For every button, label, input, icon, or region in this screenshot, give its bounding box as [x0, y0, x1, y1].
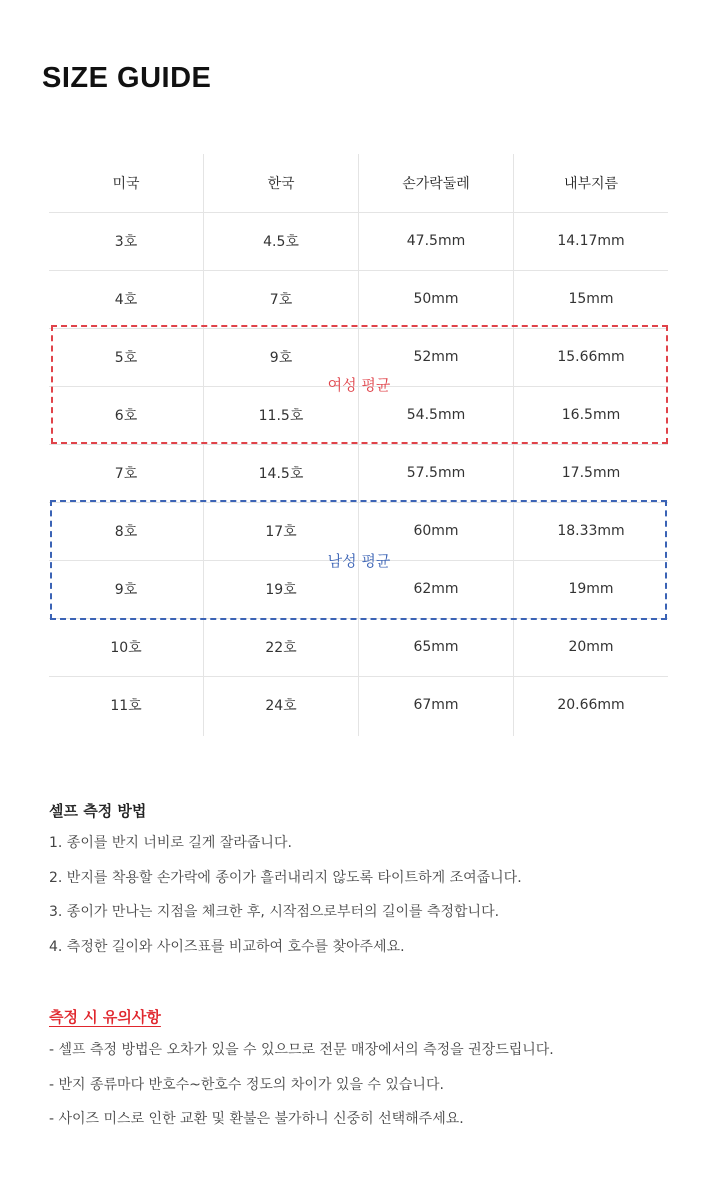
table-cell: 6호 — [114, 408, 138, 424]
list-item: - 셀프 측정 방법은 오차가 있을 수 있으므로 전문 매장에서의 측정을 권장드립니다. — [49, 1042, 554, 1058]
table-cell: 19호 — [265, 582, 297, 598]
table-cell: 52mm — [413, 349, 459, 365]
table-cell: 11호 — [110, 698, 142, 714]
table-cell: 62mm — [413, 581, 459, 597]
list-item: - 반지 종류마다 반호수~한호수 정도의 차이가 있을 수 있습니다. — [49, 1076, 444, 1093]
table-cell: 4호 — [114, 292, 138, 308]
table-cell: 17.5mm — [561, 465, 621, 481]
table-cell: 15.66mm — [557, 349, 625, 365]
men-average-label: 남성 평균 — [327, 552, 391, 570]
table-cell: 9호 — [269, 350, 293, 366]
caution-list — [49, 1033, 554, 1137]
table-cell: 17호 — [265, 524, 297, 540]
table-cell: 16.5mm — [561, 407, 621, 423]
self-measure-heading: 셀프 측정 방법 — [49, 802, 147, 820]
table-cell: 3호 — [114, 234, 138, 250]
table-cell: 60mm — [413, 523, 459, 539]
table-cell: 57.5mm — [406, 465, 466, 481]
column-header-circumference: 손가락둘레 — [402, 176, 470, 192]
list-item: - 사이즈 미스로 인한 교환 및 환불은 불가하니 신중히 선택해주세요. — [49, 1111, 464, 1127]
caution-heading: 측정 시 유의사항 — [49, 1008, 161, 1026]
column-header-korea: 한국 — [267, 176, 295, 192]
list-item: 4. 측정한 길이와 사이즈표를 비교하여 호수를 찾아주세요. — [49, 938, 405, 955]
table-cell: 47.5mm — [406, 233, 466, 249]
table-cell: 20mm — [568, 639, 614, 655]
table-cell: 4.5호 — [263, 234, 299, 250]
table-cell: 65mm — [413, 639, 459, 655]
women-average-label: 여성 평균 — [327, 376, 391, 394]
table-cell: 9호 — [114, 582, 138, 598]
table-cell: 15mm — [568, 291, 614, 307]
column-header-us: 미국 — [112, 176, 140, 192]
list-item: 2. 반지를 착용할 손가락에 종이가 흘러내리지 않도록 타이트하게 조여줍니다. — [49, 869, 522, 886]
list-item: 1. 종이를 반지 너비로 길게 잘라줍니다. — [49, 835, 292, 851]
table-cell: 50mm — [413, 291, 459, 307]
table-cell: 24호 — [265, 698, 297, 714]
column-header-diameter: 내부지름 — [563, 176, 619, 192]
table-cell: 20.66mm — [557, 697, 625, 713]
page-title: SIZE GUIDE — [42, 62, 212, 94]
table-cell: 7호 — [269, 292, 293, 308]
table-cell: 54.5mm — [406, 407, 466, 423]
table-cell: 14.5호 — [258, 466, 304, 482]
table-cell: 19mm — [568, 581, 614, 597]
table-cell: 67mm — [413, 697, 459, 713]
table-cell: 7호 — [114, 466, 138, 482]
table-cell: 8호 — [114, 524, 138, 540]
list-item: 3. 종이가 만나는 지점을 체크한 후, 시작점으로부터의 길이를 측정합니다. — [49, 904, 500, 920]
table-cell: 18.33mm — [557, 523, 625, 539]
table-cell: 14.17mm — [557, 233, 625, 249]
table-cell: 22호 — [265, 640, 297, 656]
table-cell: 10호 — [110, 640, 142, 656]
table-cell: 5호 — [114, 350, 138, 366]
self-measure-steps — [49, 826, 522, 964]
table-cell: 11.5호 — [258, 408, 304, 424]
size-table — [49, 154, 668, 736]
